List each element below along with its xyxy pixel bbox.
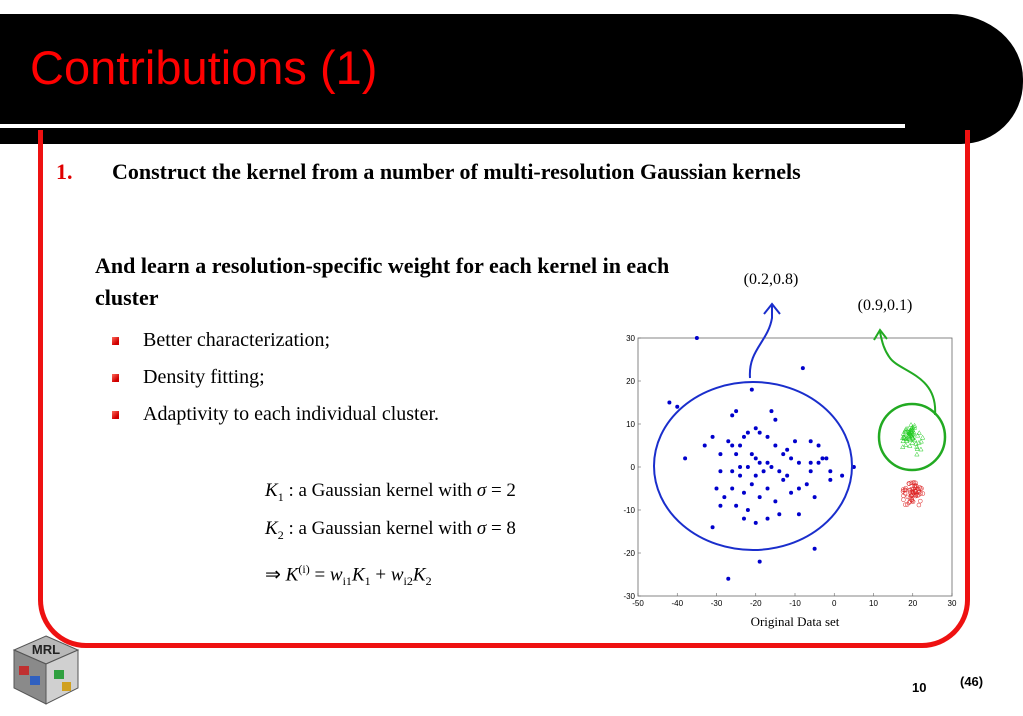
data-point [758, 495, 762, 499]
data-point [828, 469, 832, 473]
data-point [785, 448, 789, 452]
data-point [773, 499, 777, 503]
plot-axes [623, 334, 957, 629]
data-point [915, 452, 919, 456]
green-arrow-shaft [880, 332, 935, 415]
equation-k1: $K_1$ : a Gaussian kernel with σ = 2 [265, 480, 516, 504]
data-point [805, 482, 809, 486]
data-point [754, 426, 758, 430]
y-tick-label: 30 [626, 334, 635, 343]
page-total: (46) [960, 674, 984, 689]
data-point [797, 461, 801, 465]
data-point [789, 456, 793, 460]
bullet-item: Density fitting; [112, 359, 439, 396]
data-point [769, 409, 773, 413]
sub-heading: And learn a resolution-specific weight for each kernel in each cluster [95, 253, 670, 310]
x-tick-label: 0 [832, 599, 837, 608]
data-point [750, 452, 754, 456]
x-tick-label: -50 [632, 599, 644, 608]
data-point [730, 469, 734, 473]
data-point [920, 435, 924, 439]
data-point [918, 499, 922, 503]
data-point [738, 465, 742, 469]
data-point [809, 469, 813, 473]
data-point [730, 413, 734, 417]
x-tick-label: 10 [869, 599, 878, 608]
data-point [738, 474, 742, 478]
blue-arrow-shaft [750, 304, 772, 378]
data-point [734, 409, 738, 413]
data-point [730, 444, 734, 448]
scatter-plot [600, 260, 970, 635]
point-text: Construct the kernel from a number of multi-resolution Gaussian kernels [112, 159, 801, 184]
data-point [742, 491, 746, 495]
data-point [715, 487, 719, 491]
big-cluster-outline [654, 382, 852, 550]
y-tick-label: 20 [626, 377, 635, 386]
data-point [695, 336, 699, 340]
data-point [777, 469, 781, 473]
y-tick-label: 0 [630, 463, 635, 472]
data-point [824, 456, 828, 460]
mrl-logo [6, 630, 86, 710]
data-point [785, 474, 789, 478]
data-point [754, 456, 758, 460]
data-point [904, 443, 908, 447]
data-point [817, 444, 821, 448]
data-point [718, 469, 722, 473]
page-number: 10 [912, 680, 927, 695]
x-tick-label: -20 [749, 599, 762, 608]
x-tick-label: 20 [908, 599, 918, 608]
x-tick-label: 30 [947, 599, 957, 608]
data-point [917, 503, 921, 507]
data-point [828, 478, 832, 482]
data-point [762, 469, 766, 473]
data-point [789, 491, 793, 495]
data-point [675, 405, 679, 409]
data-point [746, 465, 750, 469]
plot-overlays [654, 271, 945, 550]
bullet-marker-icon [112, 411, 119, 419]
data-point [797, 487, 801, 491]
data-point [817, 461, 821, 465]
data-point [766, 435, 770, 439]
bullet-marker-icon [112, 337, 119, 345]
equation-k2: $K_2$ : a Gaussian kernel with σ = 8 [265, 518, 516, 542]
data-point [813, 547, 817, 551]
x-tick-label: -40 [671, 599, 684, 608]
weight-annotation: (0.2,0.8) [743, 271, 799, 288]
data-point [781, 478, 785, 482]
y-tick-label: 10 [626, 420, 635, 429]
data-point [703, 444, 707, 448]
data-point [711, 525, 715, 529]
data-point [730, 487, 734, 491]
data-point [777, 512, 781, 516]
data-point [711, 435, 715, 439]
slide-title: Contributions (1) [30, 41, 378, 94]
data-point [742, 435, 746, 439]
plot-frame [638, 338, 952, 596]
data-point [781, 452, 785, 456]
data-point [820, 456, 824, 460]
data-point [754, 474, 758, 478]
data-point [766, 461, 770, 465]
data-point [718, 504, 722, 508]
bullet-item: Better characterization; [112, 322, 439, 359]
data-point [766, 487, 770, 491]
data-point [726, 577, 730, 581]
point-number: 1. [56, 159, 73, 184]
data-point [754, 521, 758, 525]
data-point [746, 508, 750, 512]
data-point [910, 440, 914, 444]
data-point [901, 498, 905, 502]
data-point [746, 431, 750, 435]
data-point [734, 452, 738, 456]
data-point [769, 465, 773, 469]
bullet-list [112, 322, 439, 433]
data-point [758, 560, 762, 564]
data-point [840, 474, 844, 478]
data-point [809, 461, 813, 465]
data-point [726, 439, 730, 443]
data-point [773, 444, 777, 448]
data-point [750, 388, 754, 392]
data-point [801, 366, 805, 370]
data-point [813, 495, 817, 499]
data-point [766, 517, 770, 521]
data-point [809, 439, 813, 443]
weight-annotation: (0.9,0.1) [857, 297, 913, 314]
data-point [750, 482, 754, 486]
equation-combined: ⇒ $K^{(i)} = w_{i1}K_1 + w_{i2}K_2$ [265, 562, 432, 589]
y-tick-label: -20 [623, 549, 635, 558]
x-tick-label: -30 [710, 599, 723, 608]
y-tick-label: -10 [623, 506, 635, 515]
logo-text: MRL [31, 642, 61, 657]
data-point [793, 439, 797, 443]
data-point [738, 444, 742, 448]
data-point [722, 495, 726, 499]
data-point [734, 504, 738, 508]
x-axis-label: Original Data set [750, 614, 840, 629]
x-tick-label: -10 [789, 599, 801, 608]
data-point [667, 401, 671, 405]
bullet-item: Adaptivity to each individual cluster. [112, 396, 439, 433]
bullet-marker-icon [112, 374, 119, 382]
data-point [917, 431, 921, 435]
y-tick-label: -30 [623, 592, 635, 601]
data-point [758, 431, 762, 435]
data-point [683, 456, 687, 460]
data-point [718, 452, 722, 456]
data-point [742, 517, 746, 521]
data-point [797, 512, 801, 516]
data-point [773, 418, 777, 422]
data-point [758, 461, 762, 465]
